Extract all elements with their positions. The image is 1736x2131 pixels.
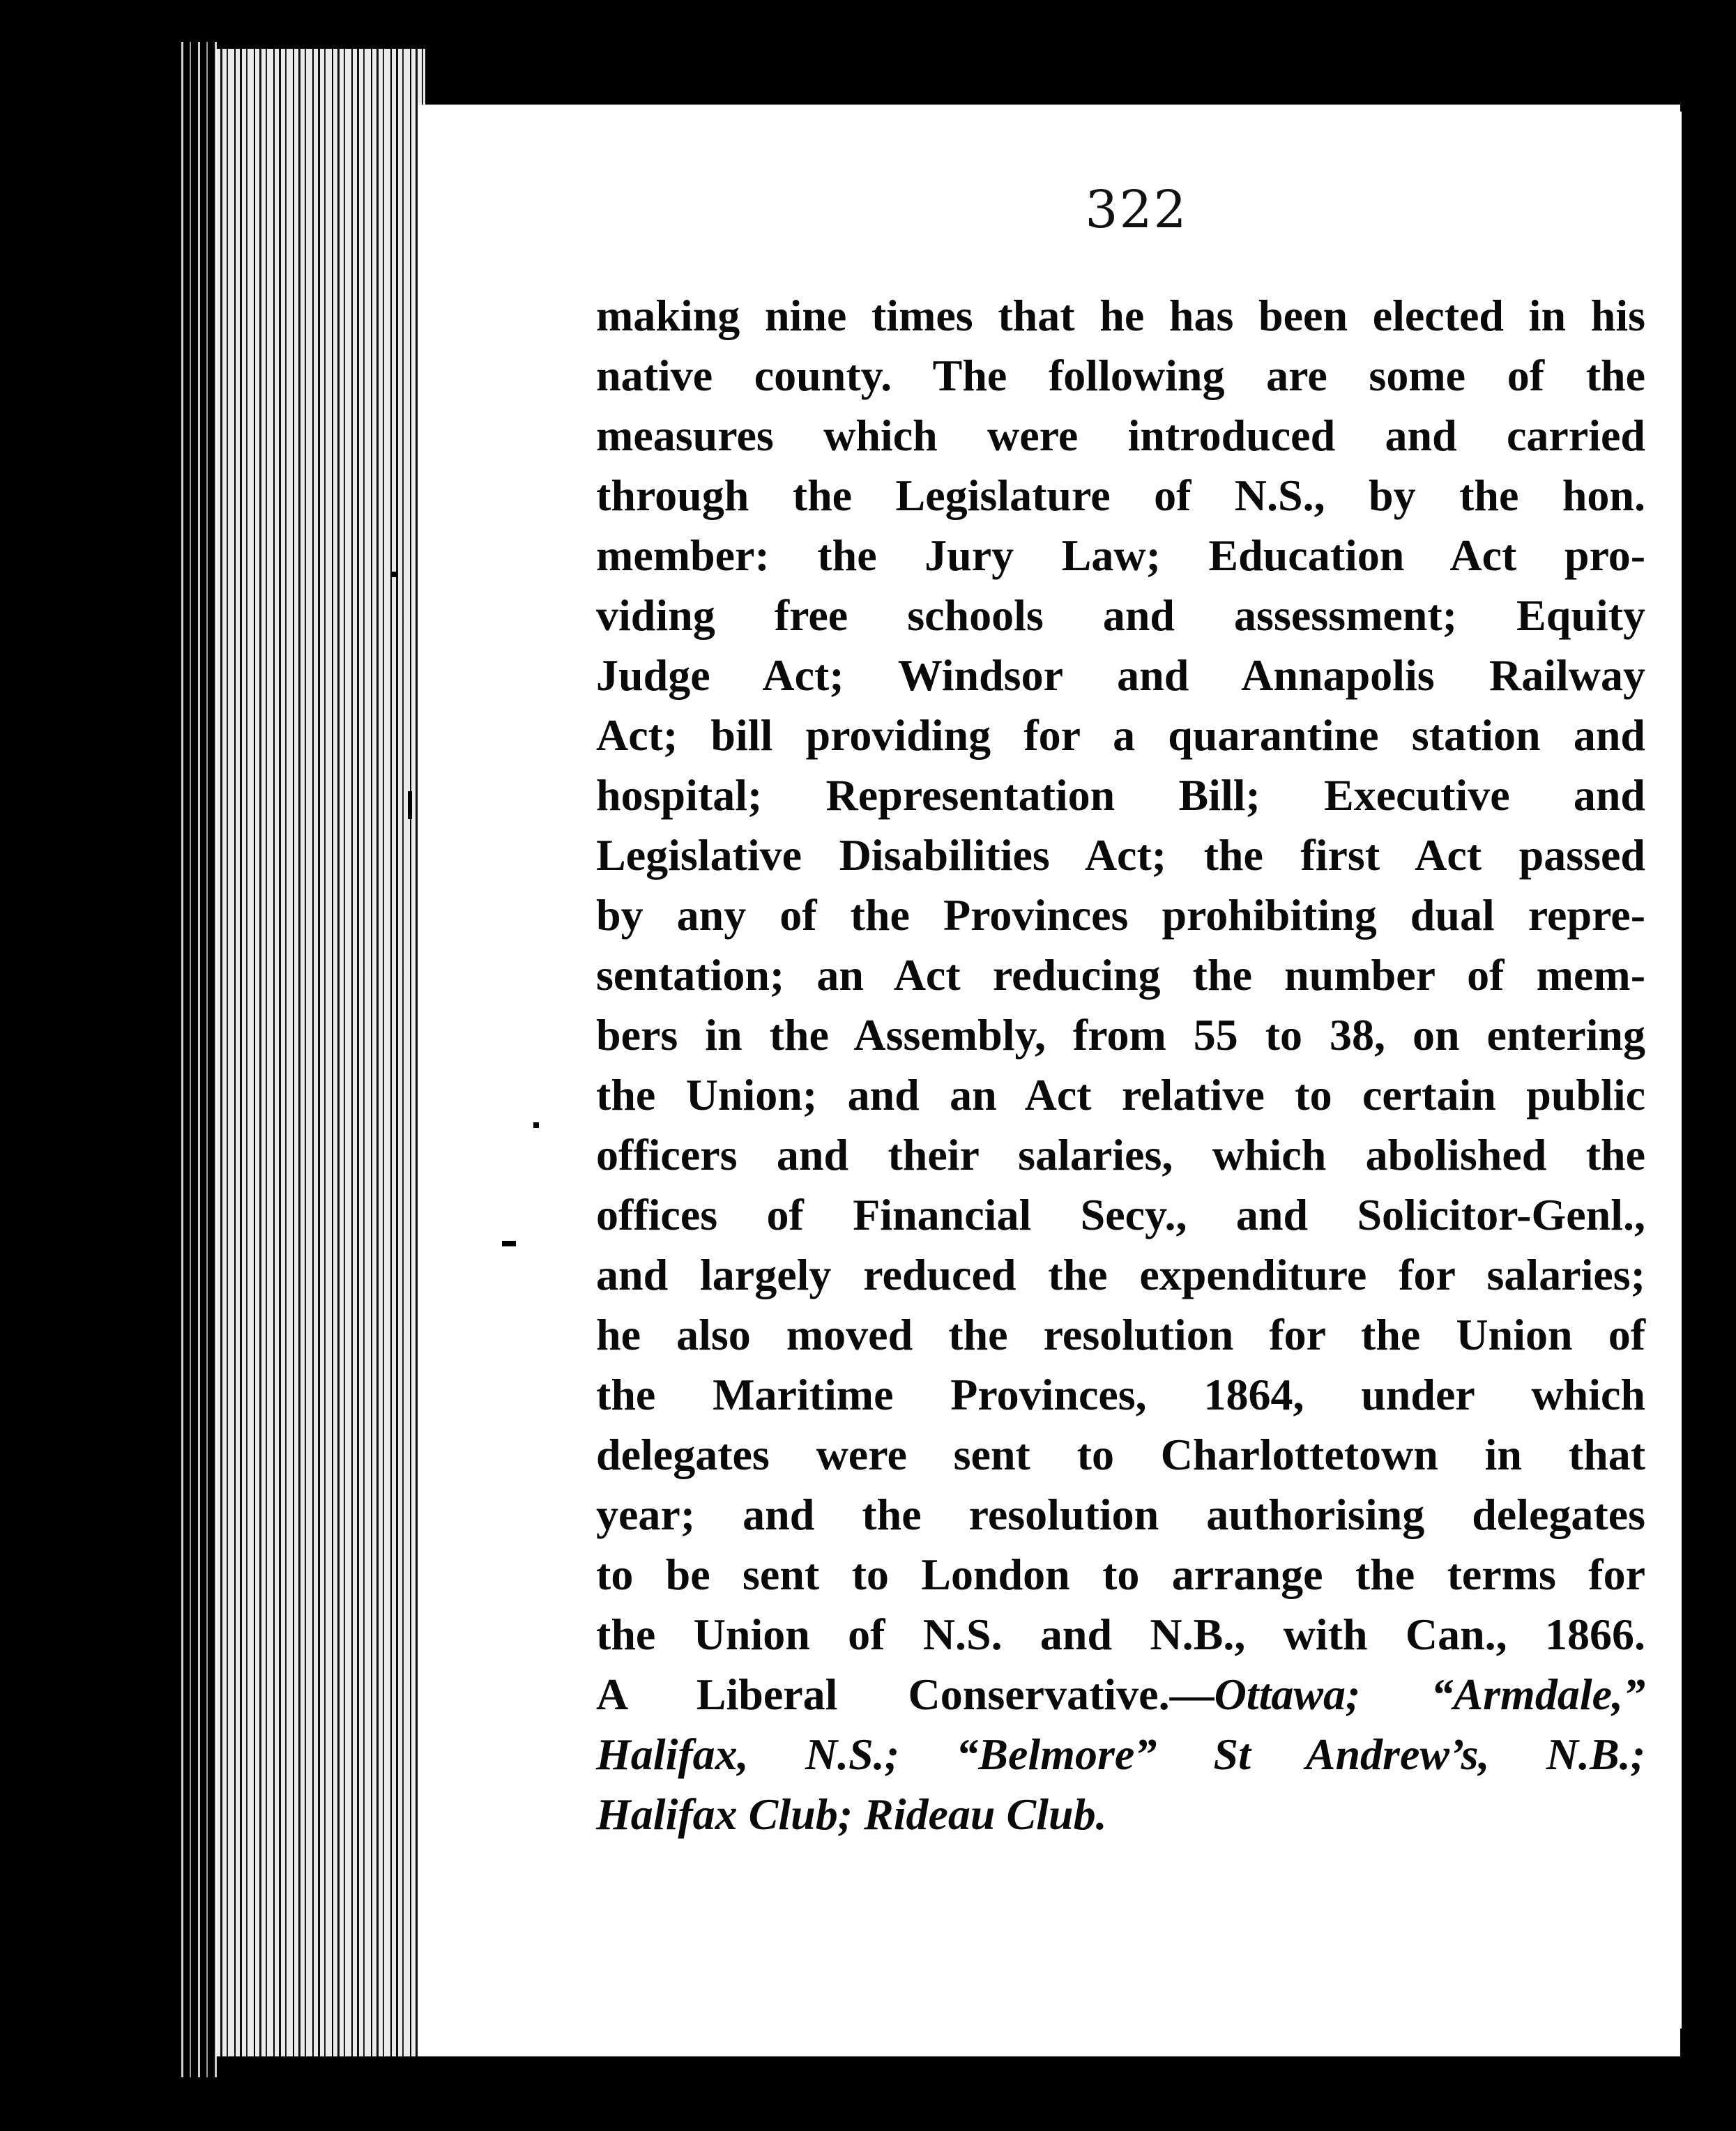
text-line: making nine times that he has been elected in his <box>596 291 1645 340</box>
closing-politics: A Liberal Conservative.— <box>596 1670 1215 1719</box>
scan-speck <box>502 1241 516 1246</box>
text-line: sentation; an Act reducing the number of mem- <box>596 950 1645 1000</box>
scan-speck <box>390 572 397 577</box>
text-line: measures which were introduced and carried <box>596 411 1645 460</box>
closing-addresses-2: Halifax, N.S.; “Belmore” St Andrew’s, N.B.; <box>596 1729 1645 1779</box>
closing-line-1 <box>596 1665 1645 1725</box>
text-line: the Union; and an Act relative to certain public <box>596 1070 1645 1120</box>
page-right-margin <box>1672 112 1682 2029</box>
text-line: viding free schools and assessment; Equity <box>596 590 1645 640</box>
text-line: to be sent to London to arrange the terms for <box>596 1550 1645 1599</box>
text-line: by any of the Provinces prohibiting dual repre- <box>596 890 1645 940</box>
text-line: year; and the resolution authorising delegates <box>596 1490 1645 1539</box>
text-line: through the Legislature of N.S., by the hon. <box>596 471 1645 520</box>
text-line: delegates were sent to Charlottetown in that <box>596 1430 1645 1479</box>
scan-speck <box>408 791 412 819</box>
text-line: the Maritime Provinces, 1864, under which <box>596 1370 1645 1419</box>
text-line: Judge Act; Windsor and Annapolis Railway <box>596 650 1645 700</box>
text-line: offices of Financial Secy., and Solicitor-Genl., <box>596 1190 1645 1239</box>
page-edges <box>216 49 425 2056</box>
text-line: he also moved the resolution for the Union of <box>596 1310 1645 1359</box>
text-line: Act; bill providing for a quarantine station and <box>596 710 1645 760</box>
closing-addresses-3: Halifax Club; Rideau Club. <box>596 1789 1107 1839</box>
text-line: and largely reduced the expenditure for salaries; <box>596 1250 1645 1299</box>
body-text <box>596 286 1645 1844</box>
right-scan-border <box>1684 112 1705 1994</box>
text-line: officers and their salaries, which abolished the <box>596 1130 1645 1179</box>
scan-speck <box>533 1122 539 1128</box>
text-line: native county. The following are some of the <box>596 351 1645 400</box>
text-line: hospital; Representation Bill; Executive and <box>596 770 1645 820</box>
page-number: 322 <box>1085 180 1188 240</box>
closing-addresses-1: Ottawa; “Armdale,” <box>1214 1670 1645 1719</box>
text-line: member: the Jury Law; Education Act pro- <box>596 530 1645 580</box>
text-line: bers in the Assembly, from 55 to 38, on entering <box>596 1010 1645 1060</box>
text-line: Legislative Disabilities Act; the first Act passed <box>596 830 1645 880</box>
text-line: the Union of N.S. and N.B., with Can., 1866. <box>596 1610 1645 1659</box>
